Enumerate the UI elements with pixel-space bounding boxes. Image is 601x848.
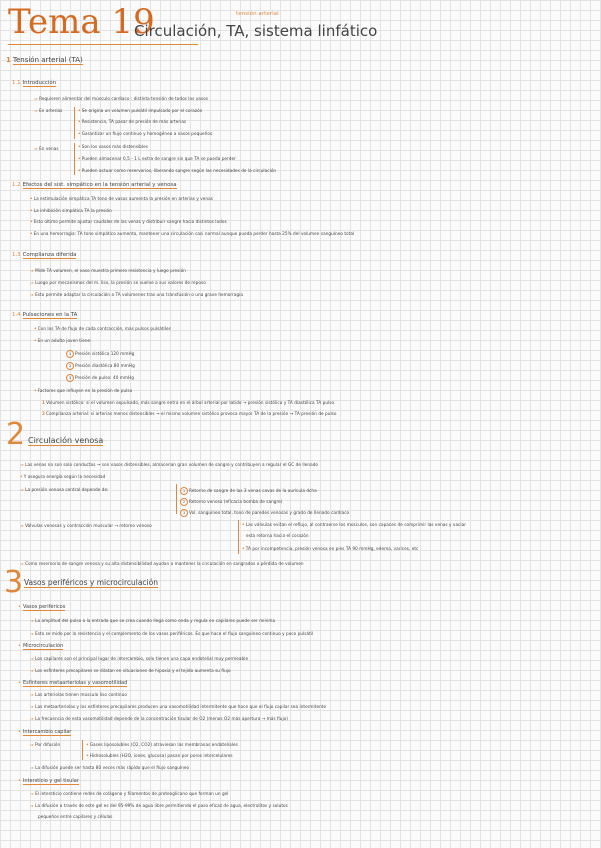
section-2-heading: Circulación venosa xyxy=(28,436,104,445)
s11-line-4: •Garantizar un flujo continuo y homogéneo a vasos pequeños xyxy=(78,131,213,136)
s14-line-0: •Con los TA de flujo de cada contracción, mas pulsos pulsátiles xyxy=(34,326,171,331)
s2-line-9: •TA por incompetencia, presión venosa en pies TA 90 mmHg, edema, varices, etc xyxy=(242,546,419,551)
s2-line-5: 3 Vol. sanguíneo total, tono de paredes venosas y grado de llenado cardíaco xyxy=(180,509,349,517)
s13-line-0: ⇒ Mide TA volumen, el vaso muestra primero resistencia y luego presión xyxy=(30,268,186,273)
s14-line-1: •En un adulto joven tiene: xyxy=(34,338,92,343)
s3-sub4-line-1: •Gases liposolubles (O2, CO2) atraviesan las membranas endoteliales xyxy=(86,742,238,747)
s3-sub1-line-1: ⇒ Esto se mide por la resistencia y el complemento de los vasos periféricos. Es que hace el flujo sanguíneo continuo y poco pulsátil xyxy=(30,631,314,636)
s2-line-1: •Y asegura energía según la necesidad xyxy=(20,474,106,479)
page-subtitle: Circulación, TA, sistema linfático xyxy=(134,22,378,40)
page-title: Tema 19 xyxy=(8,2,155,42)
brace xyxy=(74,107,75,139)
section-1-heading: 1 Tensión arterial (TA) xyxy=(6,56,83,64)
s2-line-10: ⇒ Como reservorio de sangre venosa y su alta distensibilidad ayudan a mantener la circulación en sangrados o pérdida de volumen xyxy=(20,561,304,566)
section-1-3-heading: 1.3 Complianza diferida xyxy=(12,252,77,258)
s3-sub2-line-1: ⇒ Los esfínteres precapilares se dilatan en situaciones de hipoxia y el tejido aumenta su flujo xyxy=(30,668,231,673)
s12-line-0: •La estimulación simpática TA tono de vasos aumenta la presión en arterias y venas xyxy=(30,196,213,201)
s2-line-7: •Las válvulas evitan el reflujo, al contraerse los músculos, son capaces de comprimir las venas y vaciar xyxy=(242,522,467,527)
title-note: tensión arterial xyxy=(236,11,279,17)
brace xyxy=(176,484,177,514)
s14-line-6: 1Volumen sistólico: si el volumen expulsado, más sangre entra en el árbol arterial por latido → presión sistólica y TA diastólica TA pulso xyxy=(42,400,335,405)
s2-line-3: 1 Retorno de sangre de las 3 venas cavas de la aurícula dcha xyxy=(180,487,317,495)
s3-sub3-line-1: ⇒ Las metaarteriolas y los esfínteres precapilares producen una vasomotilidad intermitente que hace que el flujo capilar sea intermitente xyxy=(30,704,327,709)
s11-line-3: •Resistencia, TA pasar de presión de más arterias xyxy=(78,119,187,124)
s3-sub3-line-0: ⇒ Las arteriolas tienen músculo liso continuo xyxy=(30,692,127,697)
s3-sub5-line-2: pequeños entre capilares y células xyxy=(38,814,113,819)
s3-sub5-line-1: ⇒ La difusión a través de este gel es del 95-99% de agua libre permitiendo el paso eficaz de agua, electrolitos y solutos xyxy=(30,803,288,808)
brace xyxy=(238,520,239,554)
s3-sub3-heading: • Esfínteres metaarteriolas y vasomotilidad xyxy=(18,680,128,686)
s12-line-1: •La inhibición simpática TA la presión xyxy=(30,208,112,213)
section-1-2-heading: 1.2 Efectos del sist. simpático en la tensión arterial y venosa xyxy=(12,182,177,188)
s3-sub1-heading: • Vasos periféricos xyxy=(18,604,66,610)
s11-line-8: •Pueden actuar como reservorios, liberando sangre según las necesidades de la circulación xyxy=(78,168,277,173)
s13-line-2: ⇒ Esto permite adaptar la circulación a TA volúmenes tras una transfusión o una grave hemorragia xyxy=(30,292,244,297)
s11-line-0: ⇒ Requieren alimentar del músculo cardíaco : distinta tensión de todos los vasos xyxy=(34,96,208,101)
s3-sub5-line-0: ⇒ El intersticio contiene redes de colágeno y filamentos de proteoglicano que forman un gel xyxy=(30,791,229,796)
s11-line-1: ⇒ En arterias xyxy=(34,108,63,113)
s14-line-5: •Factores que influyen en la presión de pulso xyxy=(34,388,133,393)
s3-sub4-line-0: ⇒ Por difusión xyxy=(30,742,61,747)
s3-sub3-line-2: ⇒ La frecuencia de esta vasomotilidad depende de la concentración tisular de O2 (menos O2 más apertura → más flujo) xyxy=(30,716,288,721)
s2-line-6: ⇒ Válvulas venosas y contracción muscular → retorno venoso xyxy=(20,523,152,528)
section-1-1-heading: 1.1 Introducción xyxy=(12,80,57,86)
s3-sub4-line-3: ⇒ La difusión puede ser hasta 80 veces más rápido que el flujo sanguíneo xyxy=(30,765,190,770)
title-underline xyxy=(8,44,198,45)
s11-line-5: ⇒ En venas xyxy=(34,146,59,151)
s2-line-0: ⇒ Las venas no son solo conductos → son vasos distensibles, almacenan gran volumen de sangre y contribuyen a regular el GC de llenado xyxy=(20,462,319,467)
s12-line-3: •En una hemorragia: TA tono simpático aumenta, mantener una circulación casi normal aunque pueda perder hasta 25% del volumen sanguíneo total xyxy=(30,231,355,236)
s3-sub2-heading: • Microcirculación xyxy=(18,643,64,649)
s3-sub2-line-0: ⇒ Los capilares son el principal lugar de intercambio, solo tienen una capa endotelial muy permeable xyxy=(30,656,249,661)
brace xyxy=(74,143,75,175)
s11-line-6: •Son los vasos más distensibles xyxy=(78,144,148,149)
s11-line-7: •Pueden almacenar 0,5 - 1 L extra de sangre sin que TA se pueda perder xyxy=(78,156,236,161)
s3-sub4-line-2: •Hidrosolubles (H2O, iones, glucosa) pasan por poros intercelulares xyxy=(86,753,233,758)
s3-sub5-heading: • Intersticio y gel tisular xyxy=(18,778,79,784)
s14-line-4: 3 Presión de pulso: 40 mmHg xyxy=(66,374,134,382)
s14-line-3: 2 Presión diastólica 80 mmHg xyxy=(66,362,135,370)
s14-line-2: 1 Presión sistólica 120 mmHg xyxy=(66,350,134,358)
s12-line-2: •Esto último permite ajustar caudales de las venas y distribuir sangre hacia distintos lados xyxy=(30,219,227,224)
section-2-number: 2 xyxy=(6,417,26,452)
s13-line-1: ⇒ Luego por mecanismos del m. liso, la presión se vuelve a sus valores de reposo xyxy=(30,280,206,285)
brace xyxy=(82,740,83,760)
s2-line-4: 2 Retorno venoso (eficacia bomba de sangre) xyxy=(180,498,283,506)
s14-line-7: 2Complianza arterial: si arterias menos distensibles → el mismo volumen sistólico provoca mayor TA de la presión → TA presión de pulso xyxy=(42,411,337,416)
section-1-4-heading: 1.4 Pulsaciones en la TA xyxy=(12,312,78,318)
s2-line-2: ⇒ La presión venosa central depende de: xyxy=(20,487,109,492)
s2-line-8: esta retorna hacia el corazón xyxy=(246,533,309,538)
section-3-heading: Vasos periféricos y microcirculación xyxy=(24,578,158,587)
s3-sub4-heading: • Intercambio capilar xyxy=(18,729,72,735)
s11-line-2: •Se origina un volumen pulsátil impulsado por el corazón xyxy=(78,108,203,113)
section-3-number: 3 xyxy=(4,565,24,600)
s3-sub1-line-0: ⇒ La amplitud del pulso a la entrada que se crea cuando llega como onda y regula en capilares puede ser mínima xyxy=(30,618,276,623)
